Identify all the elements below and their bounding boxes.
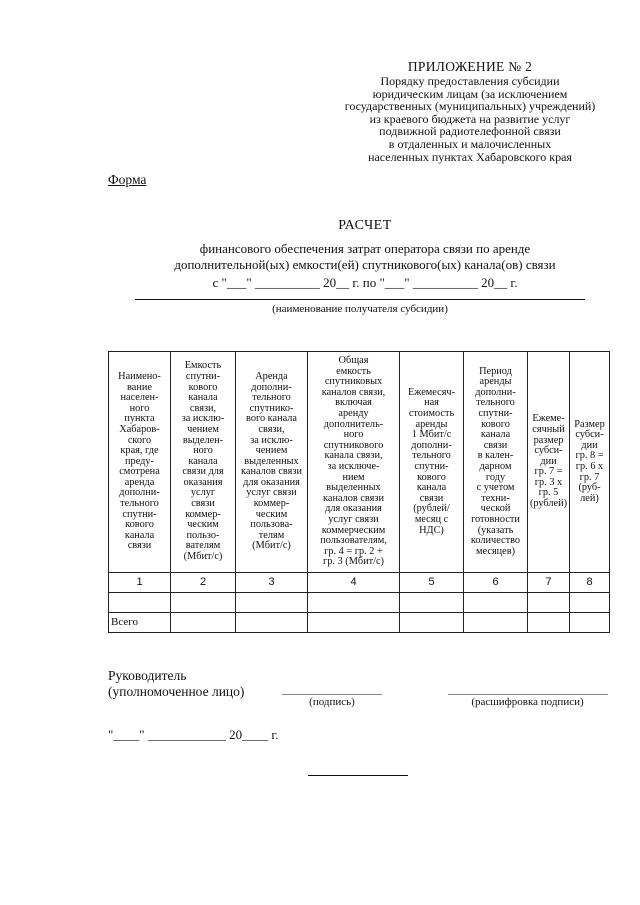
recipient-line [135, 299, 585, 300]
appendix-line: населенных пунктах Хабаровского края [368, 149, 572, 164]
table-cell[interactable] [528, 593, 570, 613]
table-header-cell: Размер субси- дии гр. 8 = гр. 6 х гр. 7 (руб- лей) [570, 352, 610, 573]
table-cell[interactable] [171, 613, 236, 633]
total-label: Всего [109, 613, 171, 633]
appendix-line: Порядку предоставления субсидии [380, 74, 560, 88]
head-label [108, 668, 244, 700]
table-header-cell: Период аренды дополни- тельного спутни- кового канала связи в кален- дарном году с учетом техни- ческой готовности (указать количество месяцев) [464, 352, 528, 573]
table-header-cell: Ежеме- сячный размер субси- дии гр. 7 = гр. 3 х гр. 5 (рублей) [528, 352, 570, 573]
column-number: 3 [236, 573, 308, 593]
bottom-rule [308, 775, 408, 776]
appendix-block [330, 58, 610, 163]
table-cell[interactable] [308, 613, 400, 633]
calc-subtitle-1: финансового обеспечения затрат оператора связи по аренде [199, 241, 531, 256]
table-cell[interactable] [236, 593, 308, 613]
column-number: 1 [109, 573, 171, 593]
table-cell[interactable] [109, 593, 171, 613]
appendix-title: ПРИЛОЖЕНИЕ № 2 [407, 59, 533, 74]
table-header-cell: Емкость спутни- кового канала связи, за исклю- чением выделен- ного канала связи для оказания услуг связи коммер- ческим пользо- вателям (Мбит/с) [171, 352, 236, 573]
column-number: 8 [570, 573, 610, 593]
table-cell[interactable] [528, 613, 570, 633]
column-number: 5 [400, 573, 464, 593]
table-cell[interactable] [171, 593, 236, 613]
table-total-row [109, 613, 610, 633]
table-header-cell: Аренда дополни- тельного спутнико- вого канала связи, за исклю- чением выделенных каналов связи для оказания услуг связи коммер- ческим пользова- телям (Мбит/с) [236, 352, 308, 573]
date-line: "____" ____________ 20____ г. [108, 727, 279, 742]
column-number: 4 [308, 573, 400, 593]
table-cell[interactable] [464, 613, 528, 633]
table-header-cell: Общая емкость спутниковых каналов связи, включая аренду дополнитель- ного спутникового канала связи, за исключе- нием выделенных каналов связи для оказания услуг связи коммерческим пользователям, гр. 4 = гр. 2 + гр. 3 (Мбит/с) [308, 352, 400, 573]
calc-title: РАСЧЕТ [338, 218, 392, 233]
signature-decode-line [448, 694, 608, 695]
column-number: 7 [528, 573, 570, 593]
table-number-row [109, 573, 610, 593]
table-header-row [109, 352, 610, 573]
signature-decode-caption: (расшифровка подписи) [471, 696, 584, 708]
appendix-line: подвижной радиотелефонной связи [379, 124, 561, 139]
table-cell[interactable] [570, 593, 610, 613]
column-number: 2 [171, 573, 236, 593]
appendix-line: из краевого бюджета на развитие услуг [369, 111, 571, 126]
recipient-caption: (наименование получателя субсидии) [272, 303, 448, 315]
head-label-line: (уполномоченное лицо) [108, 684, 245, 699]
table-cell[interactable] [236, 613, 308, 633]
table-row [109, 593, 610, 613]
appendix-line: государственных (муниципальных) учреждений) [344, 99, 596, 114]
table-header-cell: Наимено- вание населен- ного пункта Хабаров- ского края, где преду- смотрена аренда дополни- тельного спутни- кового канала связи [109, 352, 171, 573]
appendix-line: в отдаленных и малочисленных [388, 136, 552, 151]
calc-subtitle-2: дополнительной(ых) емкости(ей) спутникового(ых) канала(ов) связи [174, 257, 556, 272]
table-cell[interactable] [308, 593, 400, 613]
table-cell[interactable] [400, 593, 464, 613]
form-label: Форма [108, 172, 147, 187]
table-header-cell: Ежемесяч- ная стоимость аренды 1 Мбит/с дополни- тельного спутни- кового канала связи (рублей/ месяц с НДС) [400, 352, 464, 573]
table-cell[interactable] [464, 593, 528, 613]
table-cell[interactable] [570, 613, 610, 633]
appendix-line: юридическим лицам (за исключением [372, 86, 568, 101]
calculation-table [108, 351, 610, 633]
calc-period: с "___" __________ 20__ г. по "___" __________ 20__ г. [212, 275, 518, 290]
signature-line [282, 694, 382, 695]
head-label-line: Руководитель [108, 668, 187, 683]
column-number: 6 [464, 573, 528, 593]
table-cell[interactable] [400, 613, 464, 633]
signature-caption: (подпись) [309, 696, 355, 708]
